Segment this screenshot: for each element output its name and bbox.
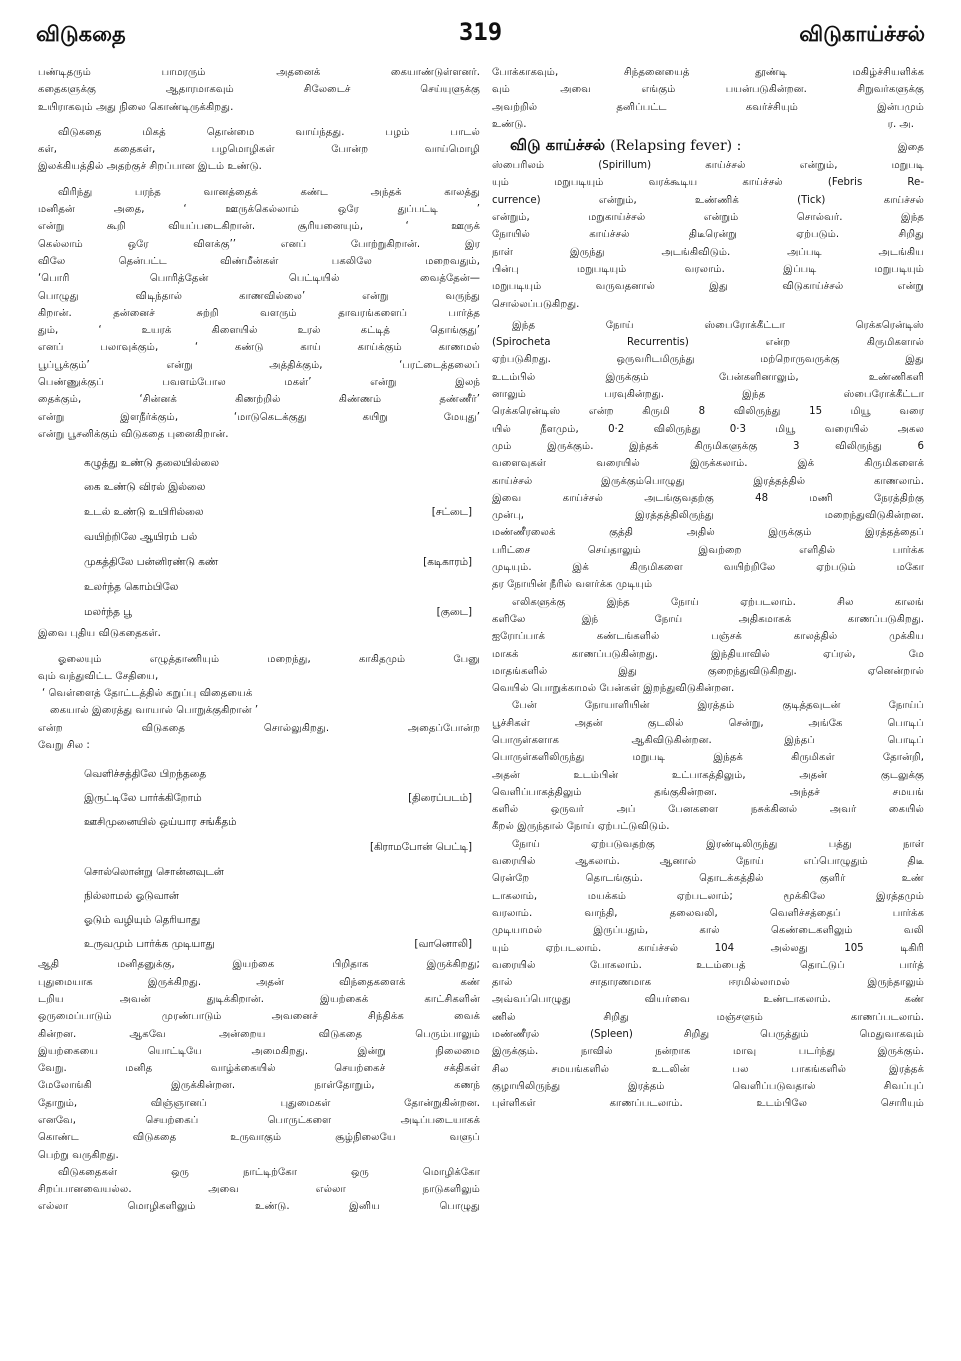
text-line: நாள் இருந்து அடங்கிவிடும். அப்படி அடங்கிய — [492, 246, 924, 258]
verse-answer: [திரைப்படம்] — [408, 792, 472, 805]
verse-text: முகத்திலே பன்னிரண்டு கண் — [84, 556, 219, 569]
text-line: விடுகதைகள் ஒரு நாட்டிற்கோ ஒரு மொழிக்கோ — [58, 1166, 480, 1178]
text-line: போக்காகவும், சிந்தனையைத் தூண்டி மகிழ்ச்சியளிக்க — [492, 67, 924, 78]
text-line: மண்ணீரல் (Spleen) சிறிது பெருத்தும் மெதுவாகவும் — [492, 1029, 924, 1041]
verse-line — [38, 525, 480, 549]
left-para-2 — [38, 124, 480, 176]
text-line: என்ற விடுகதை சொல்லுகிறது. அதைப்போன்ற — [38, 722, 480, 734]
text-line: பெற்று வருகிறது. — [38, 1149, 119, 1161]
text-line: மறுபடியும் வருவதனால் இது விடுகாய்ச்சல் என்று — [492, 281, 924, 293]
text-line: எல்லா மொழிகளிலும் உண்டு. இனிய பொழுது — [38, 1201, 480, 1213]
right-para-3 — [492, 317, 924, 698]
text-line: புள்ளிகள் காணப்படலாம். உடம்பிலே சொரியும் — [492, 1098, 924, 1110]
verse-line — [38, 575, 480, 599]
text-line: பின்பு மறுபடியும் வரலாம். இப்படி மறுபடியும் — [492, 263, 924, 275]
verse-line — [38, 860, 480, 884]
right-para-5 — [492, 836, 924, 1113]
text-line: கையால் இரைத்து வாயால் பொறுக்குகிறான் ’ — [50, 705, 259, 717]
text-line: வும் வந்துவிட்ட சேதியை, — [38, 670, 159, 682]
text-line: மாதங்களில் இது குறைந்துவிடுகிறது. ஏனென்றால் — [492, 665, 924, 677]
text-line: ஸ்பைரிலம் (Spirillum) காய்ச்சல் என்றும், மறுபடி — [492, 160, 924, 172]
text-line: சொல்லப்படுகிறது. — [492, 298, 580, 310]
text-line: தைக்கும், ‘சின்னக் கிணற்றில் கிண்ணம் தண்ணீர்’ — [38, 394, 480, 406]
text-line: உடம்பில் இருக்கும் பேன்களினாலும், உண்ணிகளி — [492, 371, 924, 383]
entry-english-term: (Relapsing fever) : — [610, 138, 742, 155]
text-line: அவ்வப்பொழுது வியர்வை உண்டாகலாம். கண் — [492, 994, 924, 1006]
text-line: கதைகளுக்கு ஆதாரமாகவும் சிலேடைச் செய்யுளுக்கு — [38, 84, 480, 96]
text-line: ஒருமைப்பாடும் முரண்பாடும் அவனைச் சிந்திக்க வைக் — [38, 1011, 480, 1023]
verse-line — [38, 549, 480, 575]
page-header — [36, 18, 925, 52]
entry-definition — [492, 157, 924, 313]
verse-text: இருட்டிலே பார்க்கிறோம் — [84, 792, 202, 805]
text-line: இந்த நோய் ஸ்பைரோக்கீட்டா ரெக்கரென்டிஸ் — [512, 319, 924, 331]
verse-line — [38, 908, 480, 932]
text-line: சில சமயங்களில் உடலின் பல பாகங்களில் இரத்தக் — [492, 1063, 924, 1075]
text-line: பொருள்களிலிருந்து மறுபடி இந்தக் கிருமிகள் தோன்றி, — [492, 752, 924, 764]
left-para-6 — [38, 1164, 480, 1216]
verse-text: வயிற்றிலே ஆயிரம் பல் — [84, 531, 198, 544]
verse-text: உருவமும் பார்க்க முடியாது — [84, 938, 215, 951]
right-para-4 — [492, 697, 924, 835]
text-line: களில் ஒருவர் அப் பேனகளை நசுக்கினல் அவர் கையில் — [492, 804, 924, 816]
text-line: தோறும், விஞ்ஞானப் புதுமைகள் தோன்றுகின்றன. — [38, 1097, 480, 1109]
text-line: தால் சாதாரணமாக ஈரமில்லாமல் இருந்தாலும் — [492, 977, 924, 989]
text-line: பொழுது விடிந்தால் காணவில்லை’ என்று வருந்து — [38, 290, 480, 302]
text-line: பேன் நோயாளியின் இரத்தம் குடித்தவுடன் நோய்ப் — [512, 700, 924, 712]
verse-text: சொல்லொன்று சொன்னவுடன் — [84, 866, 224, 879]
text-line: முடியும். இக் கிருமிகளை வயிற்றிலே ஏற்படும் மகோ — [492, 562, 924, 574]
left-para-1 — [38, 64, 480, 116]
text-line: பரிட்சை செய்தாலும் இவற்றை எளிதில் பார்க்க — [492, 544, 924, 556]
text-line: தர நோயின் நீரில் வளர்க்க முடியும் — [492, 579, 653, 591]
riddle-verses-2 — [38, 762, 480, 956]
verse-line — [38, 786, 480, 810]
text-line: னாலும் பரவுகின்றது. இந்த ஸ்பைரோக்கீட்டா — [492, 389, 924, 401]
text-line: (Spirocheta Recurrentis) என்ற கிருமிகளால் — [492, 337, 924, 349]
text-line: விரிந்து பரந்த வானத்தைக் கண்ட அந்தக் காலத்து — [58, 186, 480, 198]
text-line: மும் இருக்கும். இந்தக் கிருமிகளுக்கு 3 விலிருந்து 6 — [492, 440, 924, 452]
text-line: பொருள்களாக ஆகிவிடுகின்றன. இந்தப் பொடிப் — [492, 734, 924, 746]
text-line: வேறு. மனித வாழ்க்கையில் செயற்கைச் சக்திகள் — [38, 1063, 480, 1075]
text-line: கள், கதைகள், பழமொழிகள் போன்ற வாய்மொழி — [38, 144, 480, 156]
text-line: என்று இளநீர்க்கும், ‘மாடுகெடக்குது கயிறு மேயுது’ — [38, 411, 480, 423]
text-line: களிலே இந் நோய் அதிகமாகக் காணப்படுகிறது. — [492, 613, 924, 625]
right-column — [492, 64, 924, 1354]
text-line: விலே தென்பட்ட விண்மீன்கள் பகலிலே மறைவதும், — [38, 255, 480, 267]
verse-answer: [வானொலி] — [414, 938, 472, 951]
text-line: ஏற்படுகிறது. ஒருவரிடமிருந்து மற்றொருவருக்கு இது — [492, 354, 924, 366]
text-line: ரென்றே தொடங்கும். தொடக்கத்தில் குளிர் உண் — [492, 873, 924, 885]
verse-text: ஓடும் வழியும் தெரியாது — [84, 914, 201, 927]
text-line: கெல்லாம் ஒரே விளக்கு’’ எனப் போற்றுகிறான். இர — [38, 238, 480, 250]
text-line: தும், ‘ உயரக் கிளையில் உரல் கட்டித் தொங்குது’ — [38, 325, 480, 337]
signature-line — [492, 116, 924, 133]
text-line: நோய் ஏற்படுவதற்கு இரண்டிலிருந்து பத்து நாள் — [512, 838, 924, 850]
verse-line — [38, 499, 480, 525]
text-line: இதை — [897, 142, 924, 154]
text-line: கின்றன. ஆகவே அன்றைய விடுகதை பெரும்பாலும் — [38, 1028, 480, 1040]
header-left-guideword: விடுகதை — [36, 22, 126, 46]
text-line: வரையில் ஆகலாம். ஆனால் நோய் எப்பொழுதும் திடீ — [492, 856, 924, 868]
text-line: மேலோங்கி இருக்கின்றன. நாள்தோறும், கணந் — [38, 1080, 480, 1092]
verse-text: ஊசிமுனையில் ஒய்யார சங்கீதம் — [84, 816, 237, 829]
text-line: என்று கூறி வியப்படைகிறான். சூரியனையும், ‘ ஊருக் — [38, 221, 480, 233]
verse-line — [38, 810, 480, 834]
left-column — [38, 64, 480, 1354]
text-line: வெளிப்பாகத்திலும் தங்குகின்றன. அந்தச் சமயங் — [492, 786, 924, 798]
left-para-4 — [38, 651, 480, 755]
text-line: இவை காய்ச்சல் அடங்குவதற்கு 48 மணி நேரத்திற்கு — [492, 492, 924, 504]
text-line: currence) என்றும், உண்ணிக் (Tick) காய்ச்சல் — [492, 194, 924, 206]
text-line: எனவே, செயற்கைப் பொருட்களை அடிப்படையாகக் — [38, 1114, 480, 1126]
verse-line — [38, 451, 480, 475]
text-line: வெயில் பொறுக்காமல் பேன்கள் இறந்துவிடுகின்றன. — [492, 683, 735, 695]
riddle-verses-1 — [38, 451, 480, 625]
text-line: ஐரோப்பாக் கண்டங்களில் பஞ்சக் காலத்தில் முக்கிய — [492, 631, 924, 643]
text-line: யும் ஏற்படலாம். காய்ச்சல் 104 அல்லது 105 டிகிரி — [492, 942, 924, 954]
text-line: என்று பூசனிக்கும் விடுகதை புனைகிறான். — [38, 428, 229, 440]
text-line: சிறப்பானவையல்ல. அவை எல்லா நாடுகளிலும் — [38, 1184, 480, 1196]
verse-text: கை உண்டு விரல் இல்லை — [84, 481, 206, 494]
verse-line — [38, 932, 480, 956]
text-line: முடியாமல் இருப்பதும், கால் கெண்டைகளிலும் வலி — [492, 925, 924, 937]
text-line: மனிதன் அதை, ‘ ஊருக்கெல்லாம் ஒரே துப்பட்டி ’ — [38, 204, 480, 216]
text-line: டறிய அவன் துடிக்கிறான். இயற்கைக் காட்சிகளின் — [38, 993, 480, 1005]
text-line: ஓலையும் எழுத்தாணியும் மறைந்து, காகிதமும் பேனு — [58, 653, 480, 665]
text-line: முன்பு, இரத்தத்திலிருந்து மறைந்துவிடுகின்றன. — [492, 510, 924, 522]
verse-answer: [கிராமபோன் பெட்டி] — [369, 841, 472, 854]
text-line: இயற்கையை யொட்டியே அமைகிறது. இன்று நிலைமை — [38, 1045, 480, 1057]
text-line: வரலாம். வாந்தி, தலைவலி, வெளிச்சத்தைப் பார்க்க — [492, 907, 924, 919]
text-line: வளைவுகள் வரையில் இருக்கலாம். இக் கிருமிகளைக் — [492, 458, 924, 470]
text-line: ‘பொரி பொரித்தேன் பெட்டியில் வைத்தேன்— — [38, 273, 480, 285]
left-para-3 — [38, 184, 480, 443]
right-para-1 — [492, 64, 924, 133]
text-line: காய்ச்சல் இருக்கும்பொழுது இரத்தத்தில் காணலாம். — [492, 475, 924, 487]
left-para-5 — [38, 956, 480, 1164]
verse-text: உடல் உண்டு உயிரில்லை — [84, 506, 204, 519]
text-line: கிறான். தன்னைச் சுற்றி வளரும் தாவரங்களைப் பார்த்த — [38, 307, 480, 319]
text-line: ணில் சிறிது மஞ்சளும் காணப்படலாம். — [492, 1011, 924, 1023]
text-line: வரையில் போகலாம். உடம்பைத் தொட்டுப் பார்த் — [492, 959, 924, 971]
text-line: கொண்ட விடுகதை உருவாகும் சூழ்நிலையே வளுப் — [38, 1132, 480, 1144]
verse-line — [38, 884, 480, 908]
text-line: எனப் பலாவுக்கும், ‘ கண்டு காய் காய்க்கும் காணமல் — [38, 342, 480, 354]
text-line: நோயில் காய்ச்சல் திடீரென்று ஏற்படும். சிறிது — [492, 229, 924, 241]
text-line: ரெக்கரென்டிஸ் என்ற கிருமி 8 விலிருந்து 15 மியூ வரை — [492, 406, 924, 418]
text-line: வேறு சில : — [38, 740, 90, 752]
text-line: என்றும், மறுகாய்ச்சல் என்றும் சொல்வர். இந்த — [492, 212, 924, 224]
text-line: இலக்கியத்தில் அதற்குச் சிறப்பான இடம் உண்டு. — [38, 161, 262, 173]
text-line: வும் அவை எங்கும் பயன்படுகின்றன. சிறுவர்களுக்கு — [492, 84, 924, 96]
verse-text: மலர்ந்த பூ — [84, 606, 132, 619]
text-line: மண்ணீரலைக் குத்தி அதில் இருக்கும் இரத்தத்தைப் — [492, 527, 924, 539]
verse-answer: [சட்டை] — [431, 506, 472, 519]
verse-line — [38, 599, 480, 625]
text-line: அதன் உடம்பின் உட்பாகத்திலும், அதன் குடலுக்கு — [492, 769, 924, 781]
page-number: 319 — [458, 18, 503, 46]
verse-answer: [குடை] — [436, 606, 472, 619]
text-line: இருக்கும். நாவில் நன்றாக மாவு படர்ந்து இருக்கும். — [492, 1046, 924, 1058]
text-line: ‘ வெள்ளைத் தோட்டத்தில் கறுப்பு விதையைக் — [42, 688, 253, 700]
text-line: கீறல் இருந்தால் நோய் ஏற்பட்டுவிடும். — [492, 821, 670, 833]
verse-text: உலர்ந்த கொம்பிலே — [84, 581, 179, 594]
text-line: பெண்ணுக்குப் பவளம்போல மகள்’ என்று இலந் — [38, 377, 480, 389]
text-line: புதுமையாக இருக்கிறது. அதன் விந்தைகளைக் கண் — [38, 976, 480, 988]
header-right-guideword: விடுகாய்ச்சல் — [799, 22, 925, 46]
text-line: குழாயிலிருந்து இரத்தம் வெளிப்படுவதால் சிவப்புப் — [492, 1080, 924, 1092]
text-end: உண்டு. — [492, 118, 527, 130]
text-line: இவை புதிய விடுகதைகள். — [38, 628, 161, 640]
verse-line — [38, 834, 480, 860]
entry-headword: விடு காய்ச்சல் — [510, 136, 606, 155]
author-initials: ர. அ. — [887, 118, 914, 130]
verse-line — [38, 475, 480, 499]
verse-answer: [கடிகாரம்] — [423, 556, 472, 569]
text-line: மாகக் காணப்படுகின்றது. இந்தியாவில் ஏப்ரல், மே — [492, 648, 924, 660]
text-line: விடுகதை மிகத் தொன்மை வாய்ந்தது. பழம் பாடல் — [58, 126, 480, 138]
text-line: யில் நீளமும், 0·2 விலிருந்து 0·3 மியூ வரையில் அகல — [492, 423, 924, 435]
text-line: பூப்பூக்கும்’ என்று அத்திக்கும், ‘பரட்டைத்தலைப் — [38, 359, 480, 371]
text-line: அவற்றில் தனிப்பட்ட கவர்ச்சியும் இன்பமும் — [492, 101, 924, 113]
verse-text: நில்லாமல் ஓடுவான் — [84, 890, 180, 903]
entry-title-line — [492, 133, 924, 157]
verse-text: கழுத்து உண்டு தலையில்லை — [84, 457, 220, 470]
text-line: டாகலாம், மயக்கம் ஏற்படலாம்; மூக்கிலே இரத்தமும் — [492, 890, 924, 902]
text-line: உயிராகவும் அது நிலை கொண்டிருக்கிறது. — [38, 101, 234, 113]
verse-line — [38, 762, 480, 786]
text-line: யும் மறுபடியும் வரக்கூடிய காய்ச்சல் (Febris Re- — [492, 177, 924, 189]
text-line: பூச்சிகள் அதன் குடலில் சென்று, அங்கே பொடிப் — [492, 717, 924, 729]
text-line: ஆதி மனிதனுக்கு, இயற்கை பிறிதாக இருக்கிறது; — [38, 959, 480, 971]
verse-text: வெளிச்சத்திலே பிறந்ததை — [84, 768, 207, 781]
text-line: பண்டிதரும் பாமரரும் அதனைக் கையாண்டுள்ளனர். — [38, 67, 480, 78]
text-line: எலிகளுக்கு இந்த நோய் ஏற்படலாம். சில காலங் — [512, 596, 924, 608]
